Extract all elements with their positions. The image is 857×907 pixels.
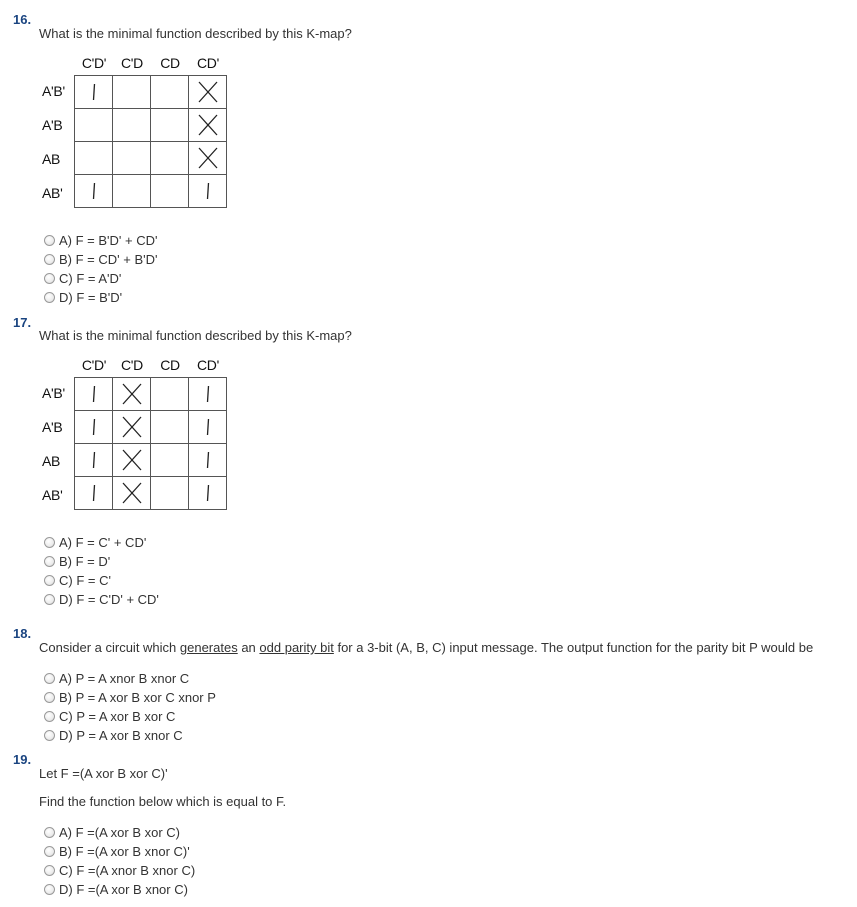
radio-button[interactable] bbox=[44, 711, 55, 722]
kmap-cell bbox=[189, 76, 227, 109]
kmap-cell bbox=[113, 444, 151, 477]
radio-button[interactable] bbox=[44, 673, 55, 684]
radio-button[interactable] bbox=[44, 846, 55, 857]
kmap-cell bbox=[113, 175, 151, 208]
question-prompt: What is the minimal function described by this K-map? bbox=[39, 328, 352, 343]
kmap-col-header: C'D' bbox=[81, 55, 107, 71]
kmap-cell bbox=[189, 378, 227, 411]
kmap-row-header: AB' bbox=[42, 185, 63, 201]
question-prompt bbox=[39, 640, 813, 655]
radio-button[interactable] bbox=[44, 730, 55, 741]
kmap bbox=[40, 55, 230, 210]
answer-option[interactable] bbox=[44, 552, 110, 570]
kmap-cell bbox=[75, 411, 113, 444]
prompt-text: for a 3-bit (A, B, C) input message. The output function for the parity bit P would be bbox=[333, 640, 814, 655]
kmap-row bbox=[75, 175, 227, 208]
radio-button[interactable] bbox=[44, 556, 55, 567]
answer-option[interactable] bbox=[44, 571, 111, 589]
question-prompt: What is the minimal function described by this K-map? bbox=[39, 26, 352, 41]
kmap-cell bbox=[189, 477, 227, 510]
kmap-one-mark bbox=[196, 381, 220, 407]
prompt-text: an bbox=[237, 640, 260, 655]
option-label: D) F = B'D' bbox=[59, 289, 123, 305]
radio-button[interactable] bbox=[44, 827, 55, 838]
option-label: C) F =(A xnor B xnor C) bbox=[59, 862, 196, 878]
option-label: A) F = C' + CD' bbox=[59, 534, 147, 550]
kmap-x-mark bbox=[196, 79, 220, 105]
kmap-cell bbox=[151, 444, 189, 477]
question-prompt: Let F =(A xor B xor C)' bbox=[39, 766, 168, 781]
kmap-cell bbox=[75, 378, 113, 411]
radio-button[interactable] bbox=[44, 254, 55, 265]
radio-button[interactable] bbox=[44, 292, 55, 303]
kmap-col-header: CD bbox=[160, 357, 180, 373]
kmap-one-mark bbox=[196, 414, 220, 440]
kmap-cell bbox=[75, 444, 113, 477]
answer-option[interactable] bbox=[44, 250, 157, 268]
kmap-row-header: A'B bbox=[42, 117, 63, 133]
kmap-cell bbox=[151, 109, 189, 142]
kmap-row bbox=[75, 76, 227, 109]
kmap-cell bbox=[113, 142, 151, 175]
radio-button[interactable] bbox=[44, 692, 55, 703]
glossary-link[interactable]: odd parity bit bbox=[259, 640, 334, 655]
answer-option[interactable] bbox=[44, 669, 189, 687]
answer-option[interactable] bbox=[44, 231, 157, 249]
radio-button[interactable] bbox=[44, 235, 55, 246]
question-number: 16. bbox=[13, 12, 32, 27]
prompt-text: Consider a circuit which bbox=[39, 640, 180, 655]
answer-option[interactable] bbox=[44, 533, 146, 551]
kmap-cell bbox=[151, 411, 189, 444]
kmap-one-mark bbox=[196, 447, 220, 473]
kmap-cell bbox=[113, 477, 151, 510]
kmap-one-mark bbox=[82, 381, 106, 407]
kmap-cell bbox=[151, 76, 189, 109]
kmap-row-header: A'B' bbox=[42, 385, 65, 401]
option-label: C) F = A'D' bbox=[59, 270, 122, 286]
kmap-cell bbox=[113, 411, 151, 444]
option-label: C) P = A xor B xor C bbox=[59, 708, 176, 724]
answer-option[interactable] bbox=[44, 269, 121, 287]
option-label: C) F = C' bbox=[59, 572, 111, 588]
kmap-one-mark bbox=[82, 414, 106, 440]
question-number: 19. bbox=[13, 752, 32, 767]
question-number: 18. bbox=[13, 626, 32, 641]
kmap-col-header: C'D' bbox=[81, 357, 107, 373]
option-label: B) F = CD' + B'D' bbox=[59, 251, 158, 267]
answer-option[interactable] bbox=[44, 688, 216, 706]
kmap-x-mark bbox=[120, 414, 144, 440]
kmap-x-mark bbox=[196, 112, 220, 138]
kmap-row bbox=[75, 142, 227, 175]
kmap-cell bbox=[75, 76, 113, 109]
glossary-link[interactable]: generates bbox=[179, 640, 238, 655]
radio-button[interactable] bbox=[44, 273, 55, 284]
answer-option[interactable] bbox=[44, 861, 195, 879]
radio-button[interactable] bbox=[44, 575, 55, 586]
answer-option[interactable] bbox=[44, 823, 180, 841]
kmap-grid bbox=[74, 377, 227, 510]
kmap-cell bbox=[189, 175, 227, 208]
kmap-cell bbox=[113, 76, 151, 109]
option-label: B) P = A xor B xor C xnor P bbox=[59, 689, 216, 705]
kmap-cell bbox=[151, 142, 189, 175]
option-label: D) F = C'D' + CD' bbox=[59, 591, 159, 607]
kmap-grid bbox=[74, 75, 227, 208]
kmap-cell bbox=[151, 477, 189, 510]
answer-option[interactable] bbox=[44, 707, 175, 725]
option-label: D) P = A xor B xnor C bbox=[59, 727, 183, 743]
kmap-row-header: A'B' bbox=[42, 83, 65, 99]
kmap-cell bbox=[189, 411, 227, 444]
answer-option[interactable] bbox=[44, 842, 190, 860]
kmap-one-mark bbox=[82, 447, 106, 473]
radio-button[interactable] bbox=[44, 884, 55, 895]
kmap-row bbox=[75, 378, 227, 411]
kmap-one-mark bbox=[82, 480, 106, 506]
kmap-cell bbox=[189, 444, 227, 477]
answer-option[interactable] bbox=[44, 590, 159, 608]
kmap-row bbox=[75, 411, 227, 444]
kmap-row-header: AB bbox=[42, 151, 61, 167]
radio-button[interactable] bbox=[44, 865, 55, 876]
kmap-row-header: AB bbox=[42, 453, 61, 469]
kmap-one-mark bbox=[196, 178, 220, 204]
kmap-cell bbox=[151, 175, 189, 208]
option-label: B) F =(A xor B xnor C)' bbox=[59, 843, 190, 859]
answer-option[interactable] bbox=[44, 726, 183, 744]
answer-option[interactable] bbox=[44, 288, 122, 306]
kmap-row bbox=[75, 109, 227, 142]
kmap-row-header: AB' bbox=[42, 487, 63, 503]
kmap bbox=[40, 357, 230, 512]
kmap-cell bbox=[75, 175, 113, 208]
kmap-col-header: C'D bbox=[121, 55, 143, 71]
kmap-col-header: CD bbox=[160, 55, 180, 71]
kmap-row bbox=[75, 477, 227, 510]
option-label: A) F = B'D' + CD' bbox=[59, 232, 158, 248]
option-label: D) F =(A xor B xnor C) bbox=[59, 881, 188, 897]
kmap-cell bbox=[75, 477, 113, 510]
kmap-cell bbox=[75, 109, 113, 142]
answer-option[interactable] bbox=[44, 880, 188, 898]
question-number: 17. bbox=[13, 315, 32, 330]
kmap-row bbox=[75, 444, 227, 477]
kmap-x-mark bbox=[120, 447, 144, 473]
kmap-one-mark bbox=[196, 480, 220, 506]
kmap-cell bbox=[151, 378, 189, 411]
kmap-one-mark bbox=[82, 79, 106, 105]
question-subprompt: Find the function below which is equal to F. bbox=[39, 794, 287, 809]
kmap-cell bbox=[113, 109, 151, 142]
kmap-col-header: CD' bbox=[197, 357, 219, 373]
kmap-row-header: A'B bbox=[42, 419, 63, 435]
option-label: A) F =(A xor B xor C) bbox=[59, 824, 180, 840]
kmap-cell bbox=[113, 378, 151, 411]
kmap-col-header: CD' bbox=[197, 55, 219, 71]
kmap-one-mark bbox=[82, 178, 106, 204]
kmap-x-mark bbox=[120, 480, 144, 506]
kmap-cell bbox=[189, 142, 227, 175]
option-label: B) F = D' bbox=[59, 553, 111, 569]
kmap-col-header: C'D bbox=[121, 357, 143, 373]
kmap-x-mark bbox=[196, 145, 220, 171]
radio-button[interactable] bbox=[44, 537, 55, 548]
kmap-cell bbox=[189, 109, 227, 142]
option-label: A) P = A xnor B xnor C bbox=[59, 670, 190, 686]
radio-button[interactable] bbox=[44, 594, 55, 605]
kmap-x-mark bbox=[120, 381, 144, 407]
kmap-cell bbox=[75, 142, 113, 175]
